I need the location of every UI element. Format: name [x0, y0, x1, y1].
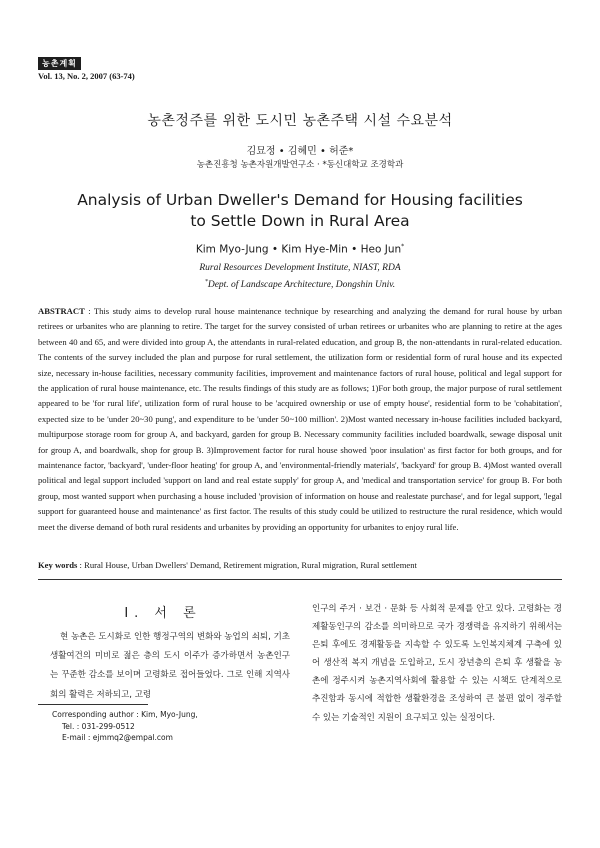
affiliation-korean: 농촌진흥청 농촌자원개발연구소 · *동신대학교 조경학과 [196, 160, 404, 170]
footnote-tel: Tel. : 031-299-0512 [62, 721, 135, 731]
journal-badge: 농촌계획 [38, 57, 81, 70]
footnote-author: Corresponding author : Kim, Myo-Jung, [52, 710, 198, 719]
footnote-divider [38, 704, 148, 705]
affiliation-english-1: Rural Resources Development Institute, NIAST, RDA [199, 263, 401, 273]
title-english-line2: to Settle Down in Rural Area [190, 212, 410, 230]
keywords [38, 560, 562, 570]
authors-english-mark: * [401, 243, 405, 250]
section-divider [38, 579, 562, 580]
intro-left-column: 현 농촌은 도시화로 인한 행정구역의 변화와 농업의 쇠퇴, 기초생활여건의 미비로 젊은 층의 도시 이주가 증가하면서 농촌인구는 꾸준한 감소를 보이며 고령화로 접어들었다. 그로 인해 지역사회의 활력은 저하되고, 고령 [50, 632, 290, 700]
affiliation-english-2 [0, 279, 600, 290]
title-english [0, 190, 600, 232]
keywords-label: Key words [38, 560, 78, 570]
section-title-introduction: I. 서 론 [124, 606, 202, 621]
title-korean: 농촌정주를 위한 도시민 농촌주택 시설 수요분석 [147, 113, 453, 129]
authors-english-names: Kim Myo-Jung • Kim Hye-Min • Heo Jun [195, 243, 402, 256]
authors-english [0, 243, 600, 256]
abstract-text: : This study aims to develop rural house maintenance technique by researching and analyzing the demand for rural house by urban retirees or urbanites who are planning to retire. The target for the survey consisted of urban retirees or urbanites who are planning to retire at the ages between 40 and 65, and were divided into group A, the attendants in rural-related education, and group B, the non-attendants in rural-related education. The contents of the survey included the plan and purpose for rural settlement, the utilization form or residential form of rural house and its expected size, necessary in-house facilities, necessary community facilities, improvement and maintenance factors of rural house, political and legal support for the application of rural house maintenance, etc. The results findings of this study are as follows; 1)For both group, the major purpose of rural settlement appeared to be 'for rural life', utilization form of rural house to be 'acquired ownership or use of empty house', residential form to be 'cohabitation', expected size to be 'under 20~30 pung', and expenditure to be 'under 50~100 million'. 2)Most wanted necessary in-house facilities included backyard, multipurpose storage room for group A, and backyard, garden for group B. Necessary community facilities included boardwalk, sewage disposal unit for group A, and boardwalk, shop for group B. 3)Improvement factor for rural house showed 'poor insulation' as first factor for both groups, and for maintenance factor, 'backyard', 'under-floor heating' for group A, and 'environmental-friendly materials', 'backyard' for group B. 4)Most wanted overall political and legal support included 'support on land and real estate supply' for group A, and 'medical and transportation service' for group B. For both group, most wanted support when purchasing a house included 'provision of information on house and realestate purchase', and for legal support, 'legal support for guaranteed house and maintenance' as first factor. The results of this study could be utilized to restructure the rural residence, which would meet the diverse demand of both rural residents and urbanites by providing an opportunity for urbanites to enjoy rural life. [38, 306, 562, 532]
abstract [38, 304, 562, 535]
affiliation-english-2-text: Dept. of Landscape Architecture, Dongshin Univ. [207, 280, 396, 291]
footnote [52, 709, 198, 744]
authors-korean: 김묘정 • 김혜민 • 허준* [246, 146, 354, 157]
abstract-label: ABSTRACT [38, 306, 85, 316]
keywords-text: : Rural House, Urban Dwellers' Demand, Retirement migration, Rural migration, Rural settlement [79, 560, 417, 570]
intro-right-column: 인구의 주거 · 보건 · 문화 등 사회적 문제를 안고 있다. 고령화는 경제활동인구의 감소를 의미하므로 국가 경쟁력을 유지하기 위해서는 은퇴 후에도 경제활동을 지속할 수 있도록 노인복지체계 구축에 있어 생산적 복지 개념을 도입하고, 도시 장년층의 은퇴 후 생활을 농촌에 정주시켜 농촌지역사회에 활용할 수 있는 시책도 단계적으로 추진함과 동시에 적합한 생활환경을 조성하여 큰 불편 없이 정주할 수 있는 기술적인 지원이 요구되고 있는 실정이다. [312, 604, 562, 723]
footnote-email: E-mail : ejmmq2@empal.com [62, 733, 173, 742]
journal-volume: Vol. 13, No. 2, 2007 (63-74) [38, 71, 135, 81]
title-english-line1: Analysis of Urban Dweller's Demand for Housing facilities [77, 191, 523, 209]
affiliation-english-mark: * [204, 279, 208, 285]
